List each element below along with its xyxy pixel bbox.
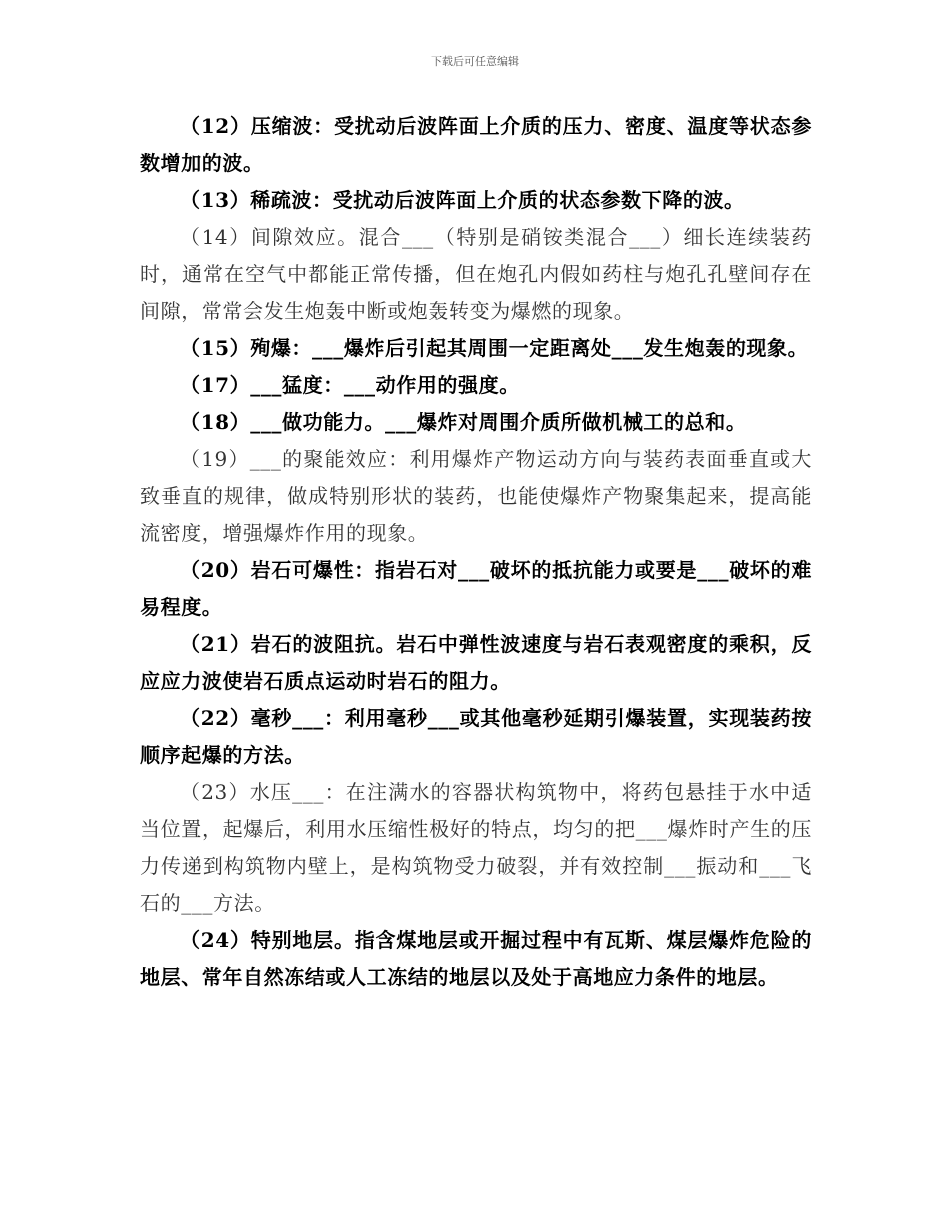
paragraph-20-rock-blastability: （20）岩石可爆性：指岩石对___破坏的抵抗能力或要是___破坏的难易程度。 (140, 558, 812, 619)
paragraph-22-millisecond-blasting: （22）毫秒___：利用毫秒___或其他毫秒延期引爆装置，实现装药按顺序起爆的方法。 (140, 706, 812, 767)
paragraph-24-special-strata: （24）特别地层。指含煤地层或开掘过程中有瓦斯、煤层爆炸危险的地层、常年自然冻结或人工冻结的地层以及处于高地应力条件的地层。 (140, 928, 812, 989)
page-header: 下载后可任意编辑 (431, 55, 519, 68)
paragraph-18-work-capacity: （18）___做功能力。___爆炸对周围介质所做机械工的总和。 (180, 410, 747, 434)
paragraph-19-shaped-charge-effect: （19）___的聚能效应：利用爆炸产物运动方向与装药表面垂直或大致垂直的规律，做成特别形状的装药，也能使爆炸产物聚集起来，提高能流密度，增强爆炸作用的现象。 (140, 447, 812, 545)
paragraph-17-brisance: （17）___猛度：___动作用的强度。 (180, 373, 520, 397)
paragraph-13-rarefaction-wave: （13）稀疏波：受扰动后波阵面上介质的状态参数下降的波。 (180, 188, 745, 212)
paragraph-15-sympathetic-detonation: （15）殉爆：___爆炸后引起其周围一定距离处___发生炮轰的现象。 (180, 336, 809, 360)
paragraph-23-water-pressure-blasting: （23）水压___：在注满水的容器状构筑物中，将药包悬挂于水中适当位置，起爆后，利用水压缩性极好的特点，均匀的把___爆炸时产生的压力传递到构筑物内壁上，是构筑物受力破裂，并有效控制___振动和___飞石的___方法。 (140, 780, 812, 915)
paragraph-12-compression-wave: （12）压缩波：受扰动后波阵面上介质的压力、密度、温度等状态参数增加的波。 (140, 114, 812, 175)
paragraph-21-rock-wave-impedance: （21）岩石的波阻抗。岩石中弹性波速度与岩石表观密度的乘积，反应应力波使岩石质点运动时岩石的阻力。 (140, 632, 812, 693)
paragraph-14-gap-effect: （14）间隙效应。混合___（特别是硝铵类混合___）细长连续装药时，通常在空气中都能正常传播，但在炮孔内假如药柱与炮孔孔壁间存在间隙，常常会发生炮轰中断或炮轰转变为爆燃的现象。 (140, 225, 812, 323)
document-body (140, 108, 812, 996)
